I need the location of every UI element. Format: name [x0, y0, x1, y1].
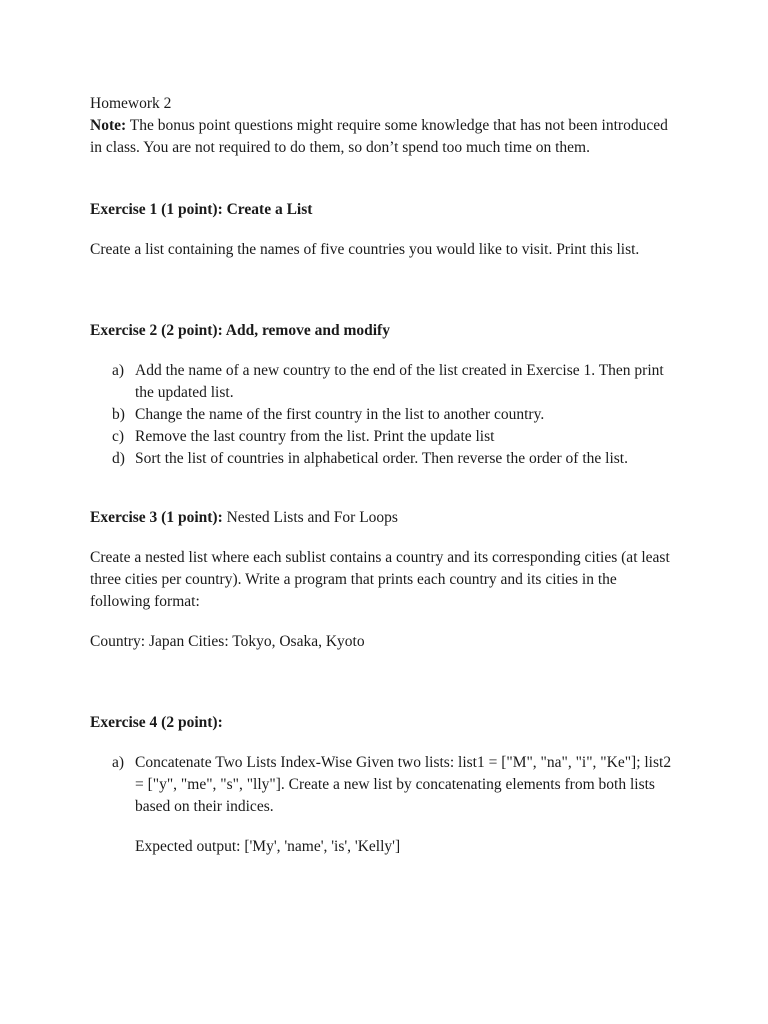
list-marker: a): [112, 754, 125, 771]
note-text: The bonus point questions might require some knowledge that has not been introduced in class. You are not required to do them, so don’t spend too much time on them.: [90, 117, 668, 156]
list-marker: c): [112, 428, 125, 445]
list-item: [90, 404, 680, 426]
exercise-3-heading: Exercise 3 (1 point): Nested Lists and For Loops: [90, 509, 398, 526]
exercise-2-heading: Exercise 2 (2 point): Add, remove and modify: [90, 322, 390, 339]
list-item-text: Concatenate Two Lists Index-Wise Given two lists: list1 = ["M", "na", "i", "Ke"]; list2 = ["y", "me", "s", "lly"]. Create a new list by concatenating elements from both lists based on their indices.: [135, 754, 672, 815]
list-item: [90, 448, 680, 470]
list-item: [90, 426, 680, 448]
list-marker: a): [112, 362, 125, 379]
list-marker: d): [112, 450, 125, 467]
exercise-1-body: Create a list containing the names of five countries you would like to visit. Print this list.: [90, 241, 640, 258]
list-item-text: Change the name of the first country in the list to another country.: [135, 406, 545, 423]
list-item-text: Add the name of a new country to the end of the list created in Exercise 1. Then print the updated list.: [135, 362, 664, 401]
list-marker: b): [112, 406, 125, 423]
exercise-2-list: [90, 360, 680, 470]
list-item: [90, 752, 680, 818]
document-title: Homework 2: [90, 95, 172, 112]
exercise-4-heading: Exercise 4 (2 point):: [90, 714, 223, 731]
exercise-3-example: Country: Japan Cities: Tokyo, Osaka, Kyoto: [90, 633, 365, 650]
list-item: [90, 360, 680, 404]
exercise-1-heading: Exercise 1 (1 point): Create a List: [90, 201, 313, 218]
list-item-text: Remove the last country from the list. Print the update list: [135, 428, 495, 445]
list-item-text: Sort the list of countries in alphabetical order. Then reverse the order of the list.: [135, 450, 628, 467]
document-page: [90, 93, 680, 858]
expected-output: Expected output: ['My', 'name', 'is', 'Kelly']: [135, 838, 401, 855]
note-paragraph: [90, 115, 680, 159]
exercise-4-list: [90, 752, 680, 818]
note-label: Note:: [90, 117, 127, 134]
exercise-3-body: Create a nested list where each sublist contains a country and its corresponding cities (at least three cities per country). Write a program that prints each country and its cities in the following format:: [90, 549, 670, 610]
